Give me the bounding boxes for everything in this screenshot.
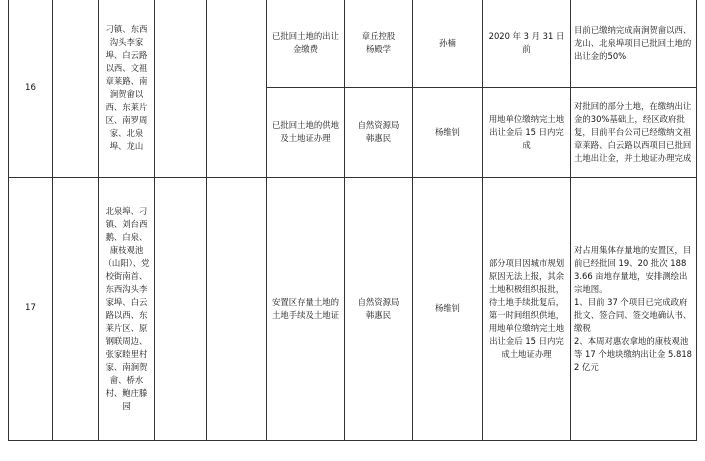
progress-cell: 对批回的部分土地，在缴纳出让金的30%基础上，经区政府批复，目前平台公司已经缴纳文祖章莱路、白云路以西项目已批回土地出让金，并土地证办理完成 — [571, 87, 697, 177]
table-row — [9, 0, 697, 87]
item-cell: 已批回土地的出让金缴费 — [267, 0, 345, 87]
deadline-cell: 用地单位缴纳完土地出让金后 15 日内完成 — [483, 87, 571, 177]
person-cell: 孙楠 — [413, 0, 483, 87]
empty-cell — [155, 177, 207, 440]
empty-cell — [53, 0, 99, 177]
deadline-cell: 2020 年 3 月 31 日前 — [483, 0, 571, 87]
person-cell: 杨维钊 — [413, 177, 483, 440]
empty-cell — [207, 0, 267, 177]
person-cell: 杨维钊 — [413, 87, 483, 177]
item-cell: 安置区存量土地的土地手续及土地证 — [267, 177, 345, 440]
table-row — [9, 177, 697, 440]
item-cell: 已批回土地的供地及土地证办理 — [267, 87, 345, 177]
empty-cell — [53, 177, 99, 440]
progress-cell: 目前已缴纳完成南涧贺畲以西、龙山、北泉埠项目已批回土地的出让金的50% — [571, 0, 697, 87]
row-number: 16 — [9, 0, 53, 177]
deadline-cell: 部分项目因城市规划原因无法上报，其余土地积极组织报批，待土地手续批复后，第一时间组织供地，用地单位缴纳完土地出让金后 15 日内完成土地证办理 — [483, 177, 571, 440]
unit-cell: 章丘控股 杨殿学 — [345, 0, 413, 87]
area-cell: 刁镇、东西沟头李家埠、白云路以西、文祖章莱路、南涧贺畲以西、东莱片区、南罗周家、北泉埠、龙山 — [99, 0, 155, 177]
row-number: 17 — [9, 177, 53, 440]
empty-cell — [155, 0, 207, 177]
unit-cell: 自然资源局 韩惠民 — [345, 87, 413, 177]
task-table — [8, 0, 697, 441]
unit-cell: 自然资源局 韩惠民 — [345, 177, 413, 440]
progress-cell: 对占用集体存量地的安置区，目前已经批回 19、20 批次 1883.66 亩地存量地，安排测绘出宗地图。 1、目前 37 个项目已完成政府批文、签合同、签交地确认书、缴税 2、本周对惠农拿地的康枝观池等 17 个地块缴纳出让金 5.8182 亿元 — [571, 177, 697, 440]
area-cell: 北泉埠、刁镇、刘台西鹅、白泉、康枝观池（山阳）、党校街南首、东西沟头李家埠、白云路以西、东莱片区、原钢联周边、张家睦里村家、南涧贺畲、桥水村、鲍庄滕园 — [99, 177, 155, 440]
empty-cell — [207, 177, 267, 440]
